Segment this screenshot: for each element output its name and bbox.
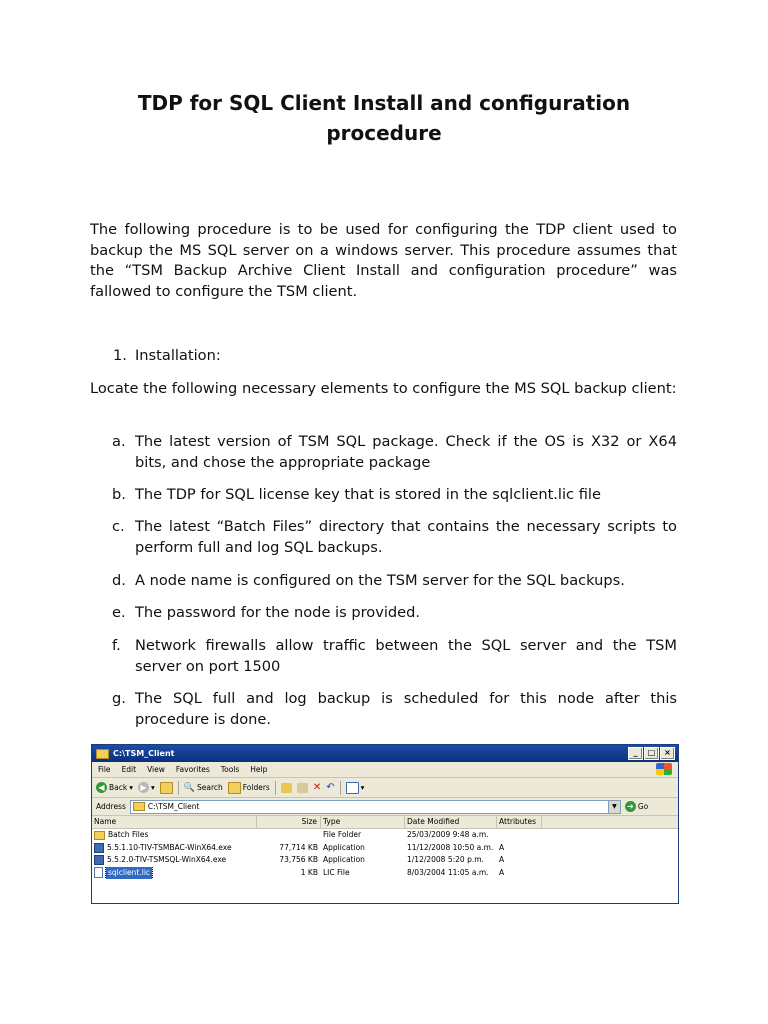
file-name: 5.5.1.10-TIV-TSMBAC-WinX64.exe bbox=[107, 842, 232, 852]
views-icon bbox=[346, 782, 359, 794]
list-marker: a. bbox=[112, 433, 126, 450]
toolbar-divider bbox=[275, 781, 276, 795]
lic-file-icon bbox=[94, 867, 103, 878]
folder-icon bbox=[94, 831, 105, 840]
back-label: Back bbox=[109, 783, 128, 792]
intro-paragraph: The following procedure is to be used for configuring the TDP client used to backup the MS SQL server on a windows server. This procedure assumes that the “TSM Backup Archive Client Install and configuration procedure” was fallowed to configure the TSM client. bbox=[90, 221, 677, 300]
explorer-window-screenshot bbox=[91, 744, 679, 904]
exe-icon bbox=[94, 855, 104, 865]
list-item-c bbox=[112, 517, 677, 558]
file-date: 1/12/2008 5:20 p.m. bbox=[407, 855, 484, 864]
views-button bbox=[346, 782, 365, 794]
list-marker: c. bbox=[112, 518, 125, 535]
up-folder-icon bbox=[160, 782, 173, 794]
address-label: Address bbox=[96, 802, 126, 811]
chevron-down-icon: ▾ bbox=[150, 783, 155, 792]
explorer-title: C:\TSM_Client bbox=[113, 749, 175, 758]
windows-logo-icon bbox=[656, 763, 672, 775]
toolbar-divider bbox=[340, 781, 341, 795]
folder-icon bbox=[96, 749, 109, 759]
maximize-button: □ bbox=[644, 747, 659, 760]
file-size: 1 KB bbox=[300, 867, 318, 877]
search-button bbox=[184, 783, 223, 793]
file-type: Application bbox=[323, 855, 365, 864]
file-row-selected bbox=[92, 867, 678, 880]
folders-button bbox=[228, 782, 270, 794]
list-marker: f. bbox=[112, 637, 121, 654]
list-item-g bbox=[112, 689, 677, 730]
forward-arrow-icon: ▶ bbox=[138, 782, 149, 793]
file-type: File Folder bbox=[323, 830, 362, 839]
column-header-attributes: Attributes bbox=[497, 816, 542, 828]
minimize-button: _ bbox=[628, 747, 643, 760]
file-size: 73,756 KB bbox=[279, 855, 318, 864]
file-row bbox=[92, 854, 678, 867]
file-row bbox=[92, 842, 678, 855]
folders-icon bbox=[228, 782, 241, 794]
column-header-date: Date Modified bbox=[405, 816, 497, 828]
delete-icon: ✕ bbox=[312, 782, 322, 793]
list-marker: g. bbox=[112, 690, 126, 707]
file-attributes: A bbox=[499, 842, 505, 852]
file-date: 11/12/2008 10:50 a.m. bbox=[407, 842, 494, 852]
go-label: Go bbox=[637, 802, 649, 811]
column-header-name: Name bbox=[92, 816, 257, 828]
close-button: × bbox=[660, 747, 675, 760]
list-item-f bbox=[112, 636, 677, 677]
menu-edit: Edit bbox=[121, 765, 137, 774]
move-to-icon bbox=[281, 783, 292, 793]
document-title: TDP for SQL Client Install and configuration procedure bbox=[137, 91, 631, 145]
list-item-text: The TDP for SQL license key that is stored in the sqlclient.lic file bbox=[135, 486, 601, 503]
chevron-down-icon: ▼ bbox=[608, 801, 620, 813]
list-item-e bbox=[112, 603, 677, 624]
menu-file: File bbox=[98, 765, 111, 774]
menu-view: View bbox=[147, 765, 165, 774]
file-attributes: A bbox=[499, 867, 505, 877]
go-arrow-icon: ➔ bbox=[625, 801, 636, 812]
file-row bbox=[92, 829, 678, 842]
folders-label: Folders bbox=[242, 783, 270, 792]
file-name: sqlclient.lic bbox=[106, 867, 152, 880]
file-list bbox=[92, 816, 678, 904]
locate-paragraph: Locate the following necessary elements to configure the MS SQL backup client: bbox=[90, 380, 677, 397]
back-arrow-icon: ◀ bbox=[96, 782, 107, 793]
chevron-down-icon: ▾ bbox=[129, 783, 133, 792]
list-item-a bbox=[112, 432, 677, 473]
menu-tools: Tools bbox=[220, 765, 240, 774]
list-item-d bbox=[112, 571, 677, 592]
file-date: 8/03/2004 11:05 a.m. bbox=[407, 867, 489, 877]
address-bar bbox=[92, 798, 678, 816]
address-field bbox=[130, 800, 621, 814]
menu-favorites: Favorites bbox=[175, 765, 210, 774]
list-marker: b. bbox=[112, 486, 126, 503]
list-item-b bbox=[112, 485, 677, 506]
list-item-text: The SQL full and log backup is scheduled for this node after this procedure is done. bbox=[135, 690, 677, 728]
column-header-size: Size bbox=[257, 816, 321, 828]
search-icon: 🔍 bbox=[183, 782, 195, 793]
file-name: 5.5.2.0-TIV-TSMSQL-WinX64.exe bbox=[107, 855, 227, 864]
file-size bbox=[257, 829, 321, 842]
exe-icon bbox=[94, 843, 104, 853]
list-item-text: The latest version of TSM SQL package. Check if the OS is X32 or X64 bits, and chose the appropriate package bbox=[135, 433, 677, 471]
list-item-text: The password for the node is provided. bbox=[135, 604, 421, 621]
file-type: Application bbox=[323, 842, 365, 852]
numbered-item bbox=[113, 345, 221, 366]
address-value: C:\TSM_Client bbox=[147, 802, 200, 811]
copy-to-icon bbox=[297, 783, 308, 793]
forward-button bbox=[138, 782, 155, 793]
list-item-text: The latest “Batch Files” directory that contains the necessary scripts to perform full and log SQL backups. bbox=[135, 518, 677, 556]
file-attributes bbox=[497, 829, 542, 842]
explorer-menubar bbox=[92, 762, 678, 778]
numbered-item-text: Installation: bbox=[135, 347, 221, 364]
explorer-toolbar bbox=[92, 778, 678, 798]
explorer-titlebar bbox=[92, 745, 678, 762]
file-type: LIC File bbox=[323, 867, 350, 877]
file-list-header bbox=[92, 816, 678, 829]
list-marker: e. bbox=[112, 604, 126, 621]
back-button bbox=[96, 782, 133, 793]
search-label: Search bbox=[196, 783, 223, 792]
file-attributes: A bbox=[499, 855, 505, 864]
list-marker: d. bbox=[112, 572, 126, 589]
undo-icon: ↶ bbox=[326, 782, 335, 793]
toolbar-divider bbox=[178, 781, 179, 795]
file-date: 25/03/2009 9:48 a.m. bbox=[407, 830, 489, 839]
menu-help: Help bbox=[250, 765, 268, 774]
go-button bbox=[625, 801, 648, 812]
window-controls bbox=[628, 747, 678, 760]
chevron-down-icon: ▾ bbox=[360, 783, 365, 792]
numbered-item-number: 1. bbox=[113, 347, 127, 364]
folder-icon bbox=[133, 802, 145, 811]
list-item-text: A node name is configured on the TSM server for the SQL backups. bbox=[135, 572, 625, 589]
column-header-type: Type bbox=[321, 816, 405, 828]
list-item-text: Network firewalls allow traffic between the SQL server and the TSM server on port 1500 bbox=[135, 637, 677, 675]
file-name: Batch Files bbox=[108, 830, 149, 839]
up-folder-button bbox=[160, 782, 173, 794]
file-size: 77,714 KB bbox=[279, 842, 318, 852]
